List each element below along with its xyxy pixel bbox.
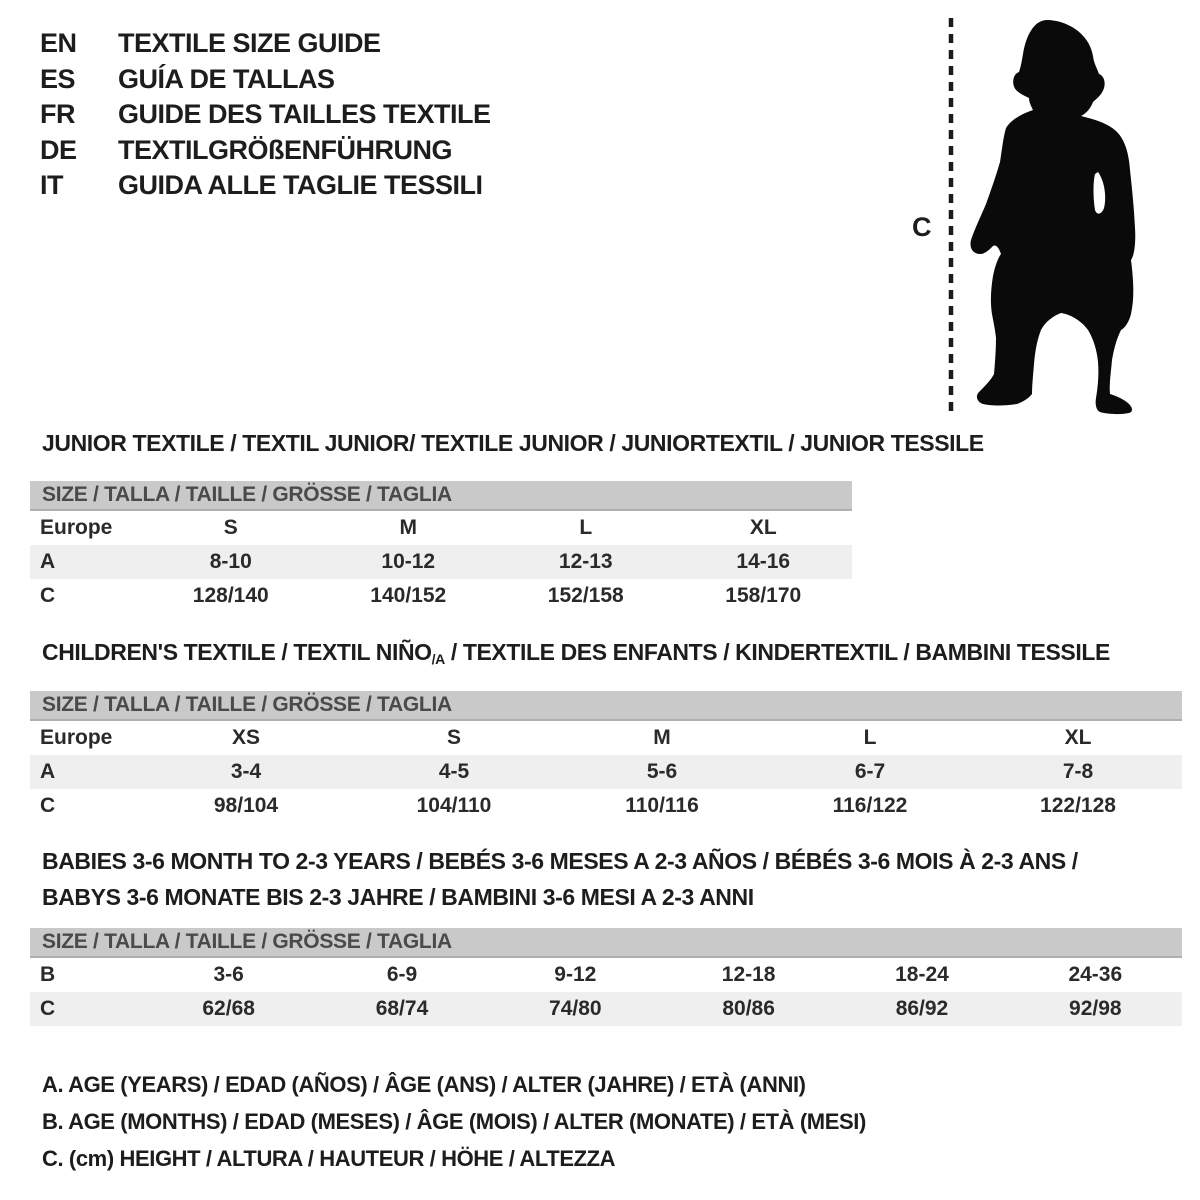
size-cell: S (223, 516, 238, 539)
language-title: GUIDE DES TAILLES TEXTILE (118, 99, 491, 130)
age-cell: 14-16 (736, 550, 791, 573)
table-row (30, 755, 1182, 789)
language-row-en (40, 26, 491, 62)
size-cell: L (579, 516, 593, 539)
age-cell: 8-10 (209, 550, 252, 573)
height-cell: 74/80 (549, 997, 602, 1020)
language-title: TEXTILGRÖßENFÜHRUNG (118, 134, 452, 165)
legend-footnotes (42, 1066, 866, 1177)
age-cell: 3-4 (230, 760, 262, 783)
table-row (30, 511, 852, 545)
babies-size-table (30, 928, 1182, 1026)
language-code: IT (40, 170, 63, 201)
height-cell: 128/140 (192, 584, 269, 607)
height-cell: 116/122 (832, 794, 908, 817)
height-cell: 110/116 (625, 794, 699, 817)
row-label: A (40, 550, 56, 573)
height-cell: 158/170 (725, 584, 802, 607)
baby-silhouette-icon (893, 8, 1163, 426)
language-title: GUIDA ALLE TAGLIE TESSILI (118, 170, 483, 201)
language-row-it (40, 168, 491, 204)
age-cell: 6-7 (854, 760, 886, 783)
row-label: C (40, 997, 56, 1020)
size-cell: S (446, 726, 461, 749)
size-cell: XL (749, 516, 777, 539)
age-cell: 12-18 (721, 963, 776, 986)
height-cell: 86/92 (895, 997, 949, 1020)
row-label: Europe (40, 516, 113, 539)
height-cell: 122/128 (1040, 794, 1116, 817)
row-label: A (40, 760, 56, 783)
children-title-prefix: CHILDREN'S TEXTILE / TEXTIL NIÑO (42, 639, 432, 665)
language-title-list (40, 26, 491, 204)
age-cell: 18-24 (895, 963, 949, 986)
height-cell: 152/158 (547, 584, 624, 607)
figure-height-label: C (912, 212, 932, 242)
height-cell: 68/74 (375, 997, 429, 1020)
table-row (30, 992, 1182, 1026)
size-header-band: SIZE / TALLA / TAILLE / GRÖSSE / TAGLIA (30, 928, 1182, 958)
size-cell: M (399, 516, 417, 539)
size-cell: L (863, 726, 877, 749)
children-title-suffix: / TEXTILE DES ENFANTS / KINDERTEXTIL / BAMBINI TESSILE (444, 639, 1110, 665)
height-cell: 104/110 (416, 794, 492, 817)
size-header-band: SIZE / TALLA / TAILLE / GRÖSSE / TAGLIA (30, 691, 1182, 721)
children-section-title (42, 639, 1110, 667)
babies-title-line2: BABYS 3-6 MONATE BIS 2-3 JAHRE / BAMBINI 3-6 MESI A 2-3 ANNI (42, 884, 754, 910)
age-cell: 12-13 (558, 550, 613, 573)
size-cell: M (653, 726, 671, 749)
height-cell: 140/152 (370, 584, 447, 607)
children-title-subscript: /A (431, 651, 445, 667)
age-cell: 9-12 (554, 963, 597, 986)
size-cell: XL (1064, 726, 1092, 749)
baby-silhouette (970, 20, 1135, 414)
language-row-es (40, 62, 491, 98)
size-cell: XS (231, 726, 260, 749)
age-cell: 3-6 (213, 963, 244, 986)
footnote-c: C. (cm) HEIGHT / ALTURA / HAUTEUR / HÖHE / ALTEZZA (42, 1145, 616, 1171)
height-cell: 62/68 (202, 997, 255, 1020)
size-header-band: SIZE / TALLA / TAILLE / GRÖSSE / TAGLIA (30, 481, 852, 511)
footnote-b: B. AGE (MONTHS) / EDAD (MESES) / ÂGE (MOIS) / ALTER (MONATE) / ETÀ (MESI) (42, 1108, 866, 1134)
age-cell: 7-8 (1062, 760, 1094, 783)
age-cell: 4-5 (438, 760, 470, 783)
row-label: C (40, 584, 56, 607)
age-cell: 24-36 (1068, 963, 1123, 986)
language-code: ES (40, 63, 76, 94)
language-row-fr (40, 97, 491, 133)
junior-size-table (30, 481, 852, 613)
row-label: C (40, 794, 56, 817)
age-cell: 10-12 (381, 550, 436, 573)
table-row (30, 545, 852, 579)
language-code: FR (40, 99, 75, 130)
height-cell: 92/98 (1069, 997, 1122, 1020)
row-label: Europe (40, 726, 113, 749)
baby-figure (893, 8, 1163, 426)
age-cell: 5-6 (646, 760, 678, 783)
footnote-a: A. AGE (YEARS) / EDAD (AÑOS) / ÂGE (ANS) / ALTER (JAHRE) / ETÀ (ANNI) (42, 1071, 806, 1097)
language-title: TEXTILE SIZE GUIDE (118, 28, 381, 59)
table-row (30, 789, 1182, 823)
height-cell: 98/104 (213, 794, 279, 817)
babies-title-line1: BABIES 3-6 MONTH TO 2-3 YEARS / BEBÉS 3-6 MESES A 2-3 AÑOS / BÉBÉS 3-6 MOIS À 2-3 ANS / (42, 848, 1078, 874)
babies-section-title (42, 843, 1078, 915)
table-row (30, 958, 1182, 992)
language-code: DE (40, 134, 77, 165)
table-row (30, 721, 1182, 755)
language-title: GUÍA DE TALLAS (118, 63, 335, 94)
height-cell: 80/86 (722, 997, 775, 1020)
language-row-de (40, 133, 491, 169)
age-cell: 6-9 (386, 963, 418, 986)
language-code: EN (40, 28, 77, 59)
children-size-table (30, 691, 1182, 823)
junior-section-title: JUNIOR TEXTILE / TEXTIL JUNIOR/ TEXTILE JUNIOR / JUNIORTEXTIL / JUNIOR TESSILE (42, 430, 984, 456)
table-row (30, 579, 852, 613)
row-label: B (40, 963, 56, 986)
